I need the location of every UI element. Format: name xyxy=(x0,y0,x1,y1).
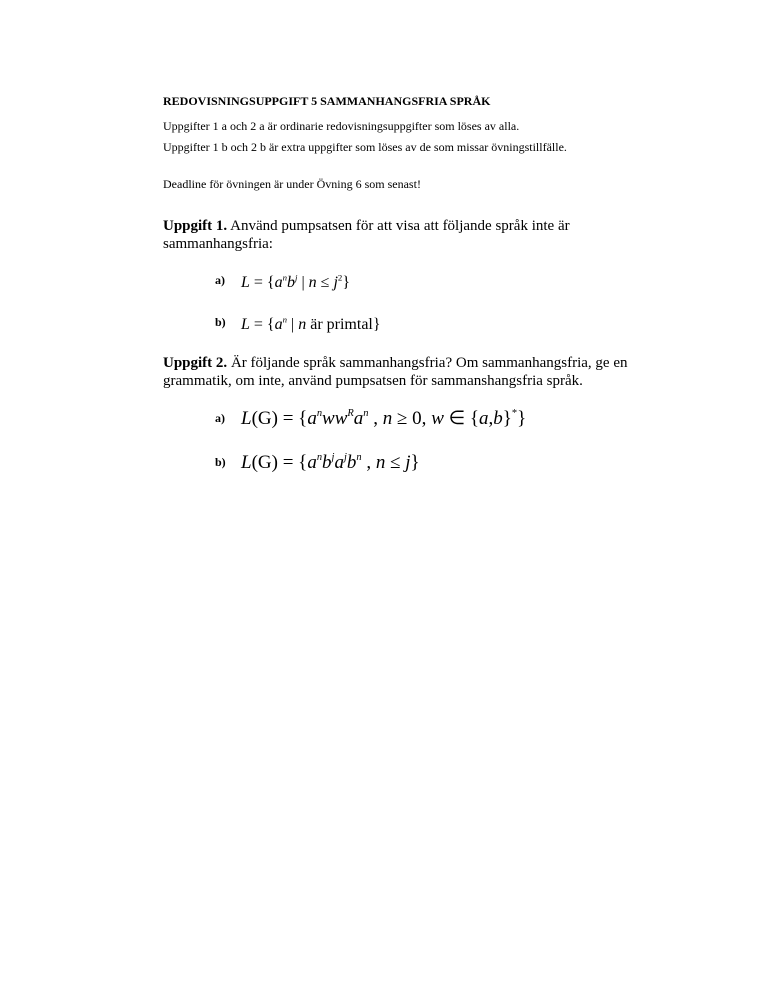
task-1-paragraph xyxy=(163,217,633,253)
task-2-label: Uppgift 2. xyxy=(163,355,228,371)
task-2-text: Är följande språk sammanhangsfria? Om sammanhangsfria, ge en grammatik, om inte, använd pumpsatsen för sammanshangsfria språk. xyxy=(163,355,628,389)
task-1b-label: b) xyxy=(215,315,226,329)
task-2b-formula: $L(G) = \{a^nb^ja^jb^n$ , n ≤ j} xyxy=(241,452,420,473)
intro-paragraph-2: Uppgifter 1 b och 2 b är extra uppgifter som löses av de som missar övningstillfälle. xyxy=(163,140,567,154)
task-2a-formula: $L(G) = \{a^nww^Ra^n$ , n ≥ 0, w ∈ {a,b}*} xyxy=(241,408,527,429)
assignment-heading: REDOVISNINGSUPPGIFT 5 SAMMANHANGSFRIA SPRÅK xyxy=(163,94,491,108)
task-1a-formula: $L = \{a^nb^j$ | $n \le j^2$} xyxy=(241,272,350,291)
deadline-paragraph: Deadline för övningen är under Övning 6 som senast! xyxy=(163,177,421,191)
task-1-label: Uppgift 1. xyxy=(163,218,228,234)
task-2-paragraph xyxy=(163,354,633,390)
task-2b-label: b) xyxy=(215,455,226,469)
task-1b-formula: $L = \{a^n$ | n är primtal} xyxy=(241,314,381,333)
intro-paragraph-1: Uppgifter 1 a och 2 a är ordinarie redovisningsuppgifter som löses av alla. xyxy=(163,119,520,133)
task-1a-label: a) xyxy=(215,273,225,287)
task-1-text: Använd pumpsatsen för att visa att följande språk inte är sammanhangsfria: xyxy=(163,218,570,252)
task-2a-label: a) xyxy=(215,411,225,425)
